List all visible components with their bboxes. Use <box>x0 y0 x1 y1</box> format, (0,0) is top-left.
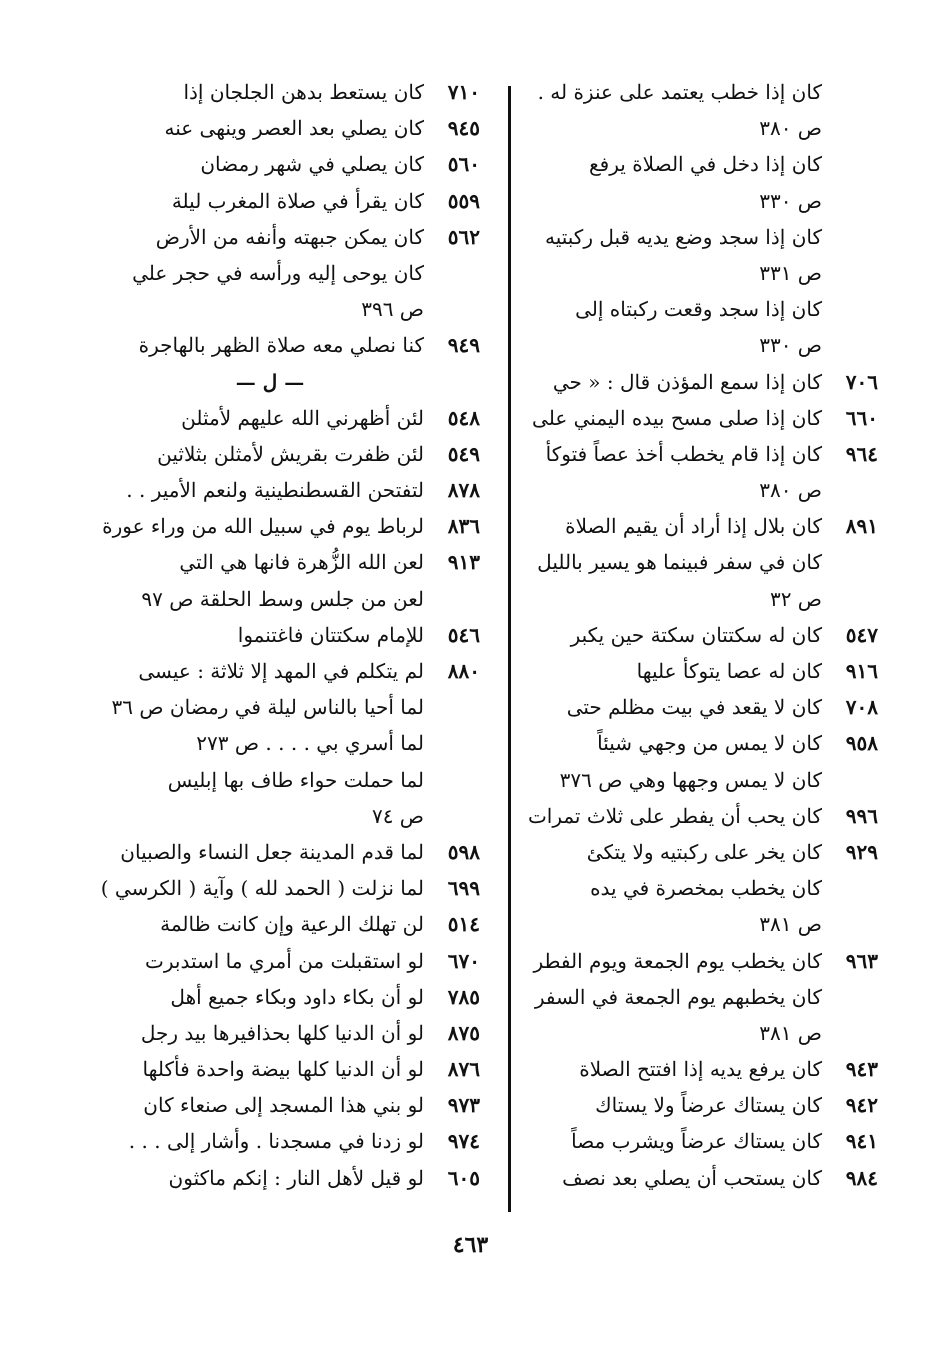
index-entry <box>526 508 878 544</box>
entry-number: ٥٩٨ <box>447 839 480 864</box>
index-entry <box>120 74 480 110</box>
column-divider <box>508 86 511 1212</box>
index-entry <box>120 798 480 834</box>
entry-text: لن تهلك الرعية وإن كانت ظالمة <box>160 912 424 937</box>
entry-number: ٧٨٥ <box>447 984 480 1009</box>
entry-number: ٦٩٩ <box>447 876 480 901</box>
entry-number: ٦٦٠ <box>845 405 878 430</box>
entry-number: ٩٤١ <box>845 1129 878 1154</box>
index-entry <box>526 364 878 400</box>
entry-text: ص ٣٣٠ <box>759 188 822 213</box>
entry-number: ٥١٤ <box>447 912 480 937</box>
index-entry <box>120 183 480 219</box>
entry-text: كان إذا سجد وضع يديه قبل ركبتيه <box>544 224 822 249</box>
entry-number: ٩٧٤ <box>447 1129 480 1154</box>
entry-number: ٦٧٠ <box>447 948 480 973</box>
index-entry <box>120 436 480 472</box>
entry-text: ص ٣٣٠ <box>759 333 822 358</box>
entry-text: ص ٣٩٦ <box>361 297 424 322</box>
entry-text: كان إذا صلى مسح بيده اليمني على <box>532 405 822 430</box>
index-entry <box>120 943 480 979</box>
index-entry <box>120 110 480 146</box>
index-entry <box>526 906 878 942</box>
index-entry <box>526 110 878 146</box>
entry-number: ٥٥٩ <box>447 188 480 213</box>
index-entry <box>526 653 878 689</box>
index-entry <box>526 472 878 508</box>
entry-text: كان يستعط بدهن الجلجان إذا <box>183 80 424 104</box>
entry-text: لو أن الدنيا كلها بيضة واحدة فأكلها <box>142 1057 424 1082</box>
entry-number: ٥٤٦ <box>447 622 480 647</box>
entry-text: لو بني هذا المسجد إلى صنعاء كان <box>143 1093 424 1118</box>
index-entry <box>526 834 878 870</box>
entry-number: ٦٠٥ <box>447 1165 480 1190</box>
entry-text: لما قدم المدينة جعل النساء والصبيان <box>120 839 424 864</box>
index-entry <box>526 1015 878 1051</box>
index-entry <box>526 1087 878 1123</box>
index-entry <box>120 762 480 798</box>
index-entry <box>120 327 480 363</box>
index-entry <box>526 725 878 761</box>
index-entry <box>100 870 480 906</box>
entry-number: ٨٨٠ <box>447 659 480 683</box>
entry-number: ٩١٦ <box>845 659 878 683</box>
entry-text: لرباط يوم في سبيل الله من وراء عورة <box>102 514 424 539</box>
entry-number: ٧٠٦ <box>845 369 878 394</box>
entry-number: ٧١٠ <box>447 80 480 104</box>
entry-text: ص ٣٢ <box>769 586 822 611</box>
index-entry <box>526 979 878 1015</box>
index-entry <box>526 544 878 580</box>
entry-text: لو زدنا في مسجدنا . وأشار إلى . . . <box>128 1129 424 1154</box>
entry-number: ٧٠٨ <box>845 695 878 720</box>
entry-text: كان يوحى إليه ورأسه في حجر علي <box>132 260 424 285</box>
entry-text: للإمام سكتتان فاغتنموا <box>237 622 424 647</box>
entry-text: ص ٣٨١ <box>759 912 822 937</box>
entry-text: كان لا يمس من وجهي شيئاً <box>597 731 822 756</box>
entry-text: كان يصلي بعد العصر وينهى عنه <box>164 116 424 141</box>
entry-number: ٩١٣ <box>447 550 480 575</box>
entry-number: ٨٣٦ <box>447 514 480 539</box>
section-heading <box>120 364 480 400</box>
entry-text: كان له عصا يتوكأ عليها <box>636 659 822 683</box>
index-entry <box>526 146 878 182</box>
entry-number: ٩٤٥ <box>447 116 480 141</box>
entry-number: ٩٤٩ <box>447 333 480 358</box>
index-entry <box>120 653 480 689</box>
index-entry <box>120 400 480 436</box>
entry-number: ٩٢٩ <box>845 839 878 864</box>
entry-number: ٩٤٢ <box>845 1093 878 1118</box>
entry-text: كان يستحب أن يصلي بعد نصف <box>562 1165 822 1190</box>
index-entry <box>526 689 878 725</box>
entry-text: لما أحيا بالناس ليلة في رمضان ص ٣٦ <box>111 695 424 720</box>
entry-number: ٩٦٣ <box>845 948 878 973</box>
entry-text: لتفتحن القسطنطينية ولنعم الأمير . . <box>126 478 424 503</box>
entry-text: كان لا يمس وجهها وهي ص ٣٧٦ <box>559 767 822 792</box>
index-entry <box>526 436 878 472</box>
left-column <box>100 74 480 1196</box>
index-entry <box>120 617 480 653</box>
index-entry <box>526 1051 878 1087</box>
entry-text: لئن ظفرت بقريش لأمثلن بثلاثين <box>157 441 424 466</box>
index-entry <box>120 1160 480 1196</box>
entry-text: ص ٣٨٠ <box>759 478 822 503</box>
entry-text: كان بلال إذا أراد أن يقيم الصلاة <box>565 514 822 539</box>
entry-text: كان يمكن جبهته وأنفه من الأرض <box>155 224 424 249</box>
index-entry <box>120 1051 480 1087</box>
entry-text: كان يخطب يوم الجمعة ويوم الفطر <box>533 948 822 973</box>
entry-text: كان يحب أن يفطر على ثلاث تمرات <box>527 803 822 828</box>
index-entry <box>526 581 878 617</box>
entry-text: كان يخطب بمخصرة في يده <box>590 876 822 901</box>
index-entry <box>120 255 480 291</box>
entry-number: ٩٩٦ <box>845 803 878 828</box>
index-entry <box>526 617 878 653</box>
entry-text: لئن أظهرني الله عليهم لأمثلن <box>181 405 424 430</box>
entry-number: ٨٧٥ <box>447 1020 480 1045</box>
index-entry <box>120 581 480 617</box>
index-entry <box>526 74 878 110</box>
index-entry <box>526 798 878 834</box>
index-entry <box>526 1160 878 1196</box>
entry-text: لو أن الدنيا كلها بحذافيرها بيد رجل <box>140 1020 424 1045</box>
entry-text: كنا نصلي معه صلاة الظهر بالهاجرة <box>138 333 424 358</box>
index-entry <box>120 725 480 761</box>
entry-text: كان يصلي في شهر رمضان <box>200 152 424 177</box>
index-entry <box>526 870 878 906</box>
entry-text: كان له سكتتان سكتة حين يكبر <box>570 622 822 647</box>
entry-text: ص ٧٤ <box>371 803 424 828</box>
index-entry <box>526 219 878 255</box>
entry-number: ٩٦٤ <box>845 441 878 466</box>
index-entry <box>120 146 480 182</box>
section-letter: — ل — <box>235 369 305 394</box>
index-entry <box>526 255 878 291</box>
index-entry <box>120 834 480 870</box>
entry-text: كان يستاك عرضاً ولا يستاك <box>595 1093 822 1118</box>
index-entry <box>120 291 480 327</box>
entry-text: لو أن بكاء داود وبكاء جميع أهل <box>170 984 424 1009</box>
index-entry <box>120 906 480 942</box>
index-entry <box>102 508 480 544</box>
entry-text: ص ٣٨١ <box>759 1020 822 1045</box>
entry-text: لعن الله الزُّهرة فانها هي التي <box>179 550 424 575</box>
index-entry <box>120 1087 480 1123</box>
entry-number: ٥٤٨ <box>447 405 480 430</box>
entry-text: كان يخر على ركبتيه ولا يتكئ <box>586 839 822 864</box>
index-entry <box>120 1015 480 1051</box>
entry-number: ٥٤٩ <box>447 441 480 466</box>
entry-text: ص ٣٣١ <box>759 260 822 285</box>
entry-number: ٥٦٢ <box>447 224 480 249</box>
index-entry <box>526 400 878 436</box>
entry-text: لعن من جلس وسط الحلقة ص ٩٧ <box>141 586 424 611</box>
index-entry <box>120 544 480 580</box>
entry-text: كان يقرأ في صلاة المغرب ليلة <box>171 188 424 213</box>
entry-text: كان إذا خطب يعتمد على عنزة له . <box>537 80 822 104</box>
entry-text: كان لا يقعد في بيت مظلم حتى <box>566 695 822 720</box>
entry-number: ٥٤٧ <box>845 622 878 647</box>
right-column <box>526 74 878 1196</box>
entry-text: كان يرفع يديه إذا افتتح الصلاة <box>579 1057 822 1082</box>
entry-text: كان في سفر فبينما هو يسير بالليل <box>537 550 822 575</box>
entry-number: ٥٦٠ <box>447 152 480 177</box>
entry-text: لما أسري بي . . . . ص ٢٧٣ <box>196 731 424 756</box>
entry-text: كان إذا قام يخطب أخذ عصاً فتوكأ <box>545 441 822 466</box>
entry-text: كان إذا سمع المؤذن قال : « حي <box>552 369 822 394</box>
entry-text: كان يستاك عرضاً ويشرب مصاً <box>571 1129 822 1154</box>
index-entry <box>526 762 878 798</box>
entry-text: كان إذا سجد وقعت ركبتاه إلى <box>575 297 822 322</box>
entry-number: ٩٤٣ <box>845 1057 878 1082</box>
entry-number: ٨٩١ <box>845 514 878 539</box>
entry-number: ٩٧٣ <box>447 1093 480 1118</box>
entry-text: ص ٣٨٠ <box>759 116 822 141</box>
entry-text: لما نزلت ( الحمد لله ) وآية ( الكرسي ) <box>100 876 424 901</box>
index-entry <box>526 327 878 363</box>
index-entry <box>526 291 878 327</box>
entry-text: لما حملت حواء طاف بها إبليس <box>167 767 424 792</box>
index-entry <box>120 219 480 255</box>
entry-text: كان يخطبهم يوم الجمعة في السفر <box>534 984 822 1009</box>
entry-number: ٩٨٤ <box>845 1165 878 1190</box>
entry-number: ٨٧٦ <box>447 1057 480 1082</box>
index-entry <box>526 183 878 219</box>
index-entry <box>120 979 480 1015</box>
entry-text: لو قيل لأهل النار : إنكم ماكثون <box>168 1165 424 1190</box>
index-entry <box>526 943 878 979</box>
entry-text: كان إذا دخل في الصلاة يرفع <box>589 152 822 177</box>
entry-text: لم يتكلم في المهد إلا ثلاثة : عيسى <box>138 659 424 683</box>
index-entry <box>111 689 480 725</box>
entry-number: ٨٧٨ <box>447 478 480 503</box>
page-number: ٤٦٣ <box>452 1232 489 1258</box>
entry-text: لو استقبلت من أمري ما استدبرت <box>145 948 424 973</box>
index-entry <box>526 1123 878 1159</box>
entry-number: ٩٥٨ <box>845 731 878 756</box>
index-entry <box>120 1123 480 1159</box>
index-entry <box>120 472 480 508</box>
